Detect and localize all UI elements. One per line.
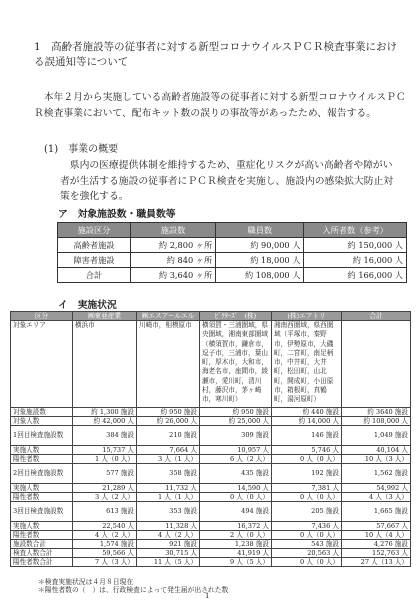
table-header-row [58, 223, 407, 238]
header-cell: ㈱エスアールエル [137, 312, 200, 321]
table-cell: 約 166,000 人 [304, 268, 407, 283]
table-cell: 1,574 施設 [73, 540, 137, 549]
table-cell: 152,763 人 [342, 549, 411, 558]
table-cell: 約 90,000 人 [216, 238, 304, 253]
table-cell: 4,276 施設 [342, 540, 411, 549]
row-label: 検査人数合計 [11, 549, 73, 558]
table-cell: 約 25,000 人 [200, 417, 272, 426]
table-cell: 21,289 人 [73, 484, 137, 493]
table-cell: 0 人（0 人） [272, 558, 342, 567]
row-label: 障害者施設 [58, 253, 131, 268]
table-cell: 146 施設 [272, 426, 342, 446]
table-cell: 20,563 人 [272, 549, 342, 558]
table-cell: 約 1,300 施設 [73, 408, 137, 417]
facility-count-table [57, 222, 407, 283]
header-cell: ﾋﾞｸﾀｰｽﾞ (株) [200, 312, 272, 321]
table-a-heading: ア 対象施設数・職員数等 [58, 209, 176, 220]
table-cell: 0 人（0 人） [272, 531, 342, 540]
row-label: 合計 [58, 268, 131, 283]
table-cell: 309 施設 [200, 426, 272, 446]
note-line: ＊陽性者数の（ ）は、行政検査によって発生届が出された数 [38, 586, 229, 594]
row-label: 対象人数 [11, 417, 73, 426]
table-cell: 27 人（13 人） [342, 558, 411, 567]
table-cell: 約 3,640 ヶ所 [131, 268, 216, 283]
table-cell: 59,566 人 [73, 549, 137, 558]
table-cell: 15,737 人 [73, 446, 137, 455]
table-cell: 358 施設 [137, 464, 200, 484]
table-cell: 川崎市，相模原市 [137, 321, 200, 408]
table-row [11, 417, 411, 426]
table-row [58, 253, 407, 268]
table-row [11, 484, 411, 493]
row-label: 陽性者数 [11, 493, 73, 502]
header-cell: 職員数 [216, 223, 304, 238]
table-cell: 210 施設 [137, 426, 200, 446]
row-label: 陽性者数 [11, 531, 73, 540]
table-cell: 384 施設 [73, 426, 137, 446]
table-row [11, 455, 411, 464]
row-label: 高齢者施設 [58, 238, 131, 253]
table-cell: 2 人（0 人） [200, 531, 272, 540]
table-cell: 湘南西圏域，県西圏域（平塚市，秦野市，伊勢原市，大磯町，二宮町，南足柄市，中井町，大井町，松田町，山北町，開成町，小田原市，箱根町，真鶴町，湯河原町） [272, 321, 342, 408]
header-cell: 区分 [11, 312, 73, 321]
table-cell: 5,746 人 [272, 446, 342, 455]
header-cell: 入所者数（参考） [304, 223, 407, 238]
table-cell [342, 321, 411, 408]
table-cell: 約 14,000 人 [272, 417, 342, 426]
table-row [11, 549, 411, 558]
table-row [58, 238, 407, 253]
target-area-row [11, 321, 411, 408]
table-cell: 約 108,000 人 [216, 268, 304, 283]
table-cell: 435 施設 [200, 464, 272, 484]
table-cell: 11 人（5 人） [137, 558, 200, 567]
table-cell: 30,715 人 [137, 549, 200, 558]
header-cell: 合計 [342, 312, 411, 321]
table-cell: 3 人（1 人） [137, 455, 200, 464]
header-cell: ㈱東亜産業 [73, 312, 137, 321]
row-label: 陽性者数合計 [11, 558, 73, 567]
table-row [11, 446, 411, 455]
table-cell: 1,238 施設 [200, 540, 272, 549]
header-cell: 施設数 [131, 223, 216, 238]
table-cell: 約 3640 施設 [342, 408, 411, 417]
table-cell: 613 施設 [73, 502, 137, 522]
row-label: 実施人数 [11, 446, 73, 455]
table-cell: 16,372 人 [200, 522, 272, 531]
document-title: 1 高齢者施設等の従事者に対する新型コロナウイルスＰＣＲ検査事業における誤通知等について [34, 41, 398, 68]
table-cell: 11,732 人 [137, 484, 200, 493]
table-row [11, 426, 411, 446]
section-heading: (1) 事業の概要 [44, 144, 119, 155]
table-cell: 約 108,000 人 [342, 417, 411, 426]
table-cell: 0 人（0 人） [272, 455, 342, 464]
table-cell: 205 施設 [272, 502, 342, 522]
table-cell: 4 人（2 人） [137, 531, 200, 540]
table-cell: 7 人（3 人） [73, 558, 137, 567]
implementation-status-table [10, 311, 411, 567]
table-cell: 約 950 施設 [200, 408, 272, 417]
table-cell: 4 人（2 人） [73, 531, 137, 540]
note-line: ＊検査実施状況は４月８日現在 [38, 578, 134, 586]
intro-paragraph: 本年２月から実施している高齢者施設等の従事者に対する新型コロナウイルスＰＣＲ検査事業において、配布キット数の誤りの事故等があったため、報告する。 [34, 92, 406, 119]
table-header-row [11, 312, 411, 321]
table-cell: 577 施設 [73, 464, 137, 484]
table-cell: 494 施設 [200, 502, 272, 522]
row-label: 対象施設数 [11, 408, 73, 417]
table-cell: 14,590 人 [200, 484, 272, 493]
table-cell: 約 150,000 人 [304, 238, 407, 253]
table-cell: 約 16,000 人 [304, 253, 407, 268]
table-row [11, 540, 411, 549]
table-cell: 3 人（2 人） [73, 493, 137, 502]
table-cell: 11,328 人 [137, 522, 200, 531]
table-cell: 1 人（1 人） [137, 493, 200, 502]
table-cell: 約 26,000 人 [137, 417, 200, 426]
table-cell: 353 施設 [137, 502, 200, 522]
table-cell: 横浜市 [73, 321, 137, 408]
table-row [11, 502, 411, 522]
table-cell: 192 施設 [272, 464, 342, 484]
table-row [11, 493, 411, 502]
table-cell: 7,381 人 [272, 484, 342, 493]
table-cell: 10,957 人 [200, 446, 272, 455]
section-body: 県内の医療提供体制を維持するため、重症化リスクが高い高齢者や障がい者が生活する施設の従事者にＰＣＲ検査を実施し、施設内の感染拡大防止対策を強化する。 [60, 160, 394, 202]
table-cell: 22,540 人 [73, 522, 137, 531]
table-cell: 54,992 人 [342, 484, 411, 493]
row-label: 2回目検査施設数 [11, 464, 73, 484]
table-cell: 921 施設 [137, 540, 200, 549]
row-label: 実施人数 [11, 522, 73, 531]
table-row [11, 464, 411, 484]
row-label: 1回目検査施設数 [11, 426, 73, 446]
table-cell: 7,664 人 [137, 446, 200, 455]
table-cell: 4 人（3 人） [342, 493, 411, 502]
page-number: 1 [205, 592, 210, 600]
table-cell: 57,667 人 [342, 522, 411, 531]
table-cell: 0 人（0 人） [272, 493, 342, 502]
table-cell: 1,049 施設 [342, 426, 411, 446]
table-row [58, 268, 407, 283]
row-label: 陽性者数 [11, 455, 73, 464]
table-cell: 10 人（3 人） [342, 455, 411, 464]
row-label: 3回目検査施設数 [11, 502, 73, 522]
table-cell: 約 18,000 人 [216, 253, 304, 268]
table-cell: 1,562 施設 [342, 464, 411, 484]
table-cell: 0 人（0 人） [200, 493, 272, 502]
table-cell: 10 人（4 人） [342, 531, 411, 540]
table-notes [38, 578, 228, 594]
table-cell: 41,919 人 [200, 549, 272, 558]
table-cell: 約 440 施設 [272, 408, 342, 417]
table-cell: 約 950 施設 [137, 408, 200, 417]
table-cell: 9 人（5 人） [200, 558, 272, 567]
table-cell: 1 人（0 人） [73, 455, 137, 464]
header-cell: (株)エアトリ [272, 312, 342, 321]
table-row [11, 522, 411, 531]
row-label: 対象エリア [11, 321, 73, 408]
table-cell: 6 人（2 人） [200, 455, 272, 464]
row-label: 実施人数 [11, 484, 73, 493]
table-cell: 543 施設 [272, 540, 342, 549]
table-cell: 横須賀・三浦圏域，県央圏域，湘南東部圏域（横須賀市，鎌倉市，逗子市，三浦市，葉山町，厚木市，大和市，海老名市，座間市，綾瀬市，愛川町，清川村，藤沢市，茅ヶ崎市，寒川町） [200, 321, 272, 408]
table-cell: 1,665 施設 [342, 502, 411, 522]
table-cell: 約 2,800 ヶ所 [131, 238, 216, 253]
row-label: 施設数合計 [11, 540, 73, 549]
table-cell: 約 840 ヶ所 [131, 253, 216, 268]
table-cell: 40,104 人 [342, 446, 411, 455]
table-row [11, 531, 411, 540]
header-cell: 施設区分 [58, 223, 131, 238]
table-row [11, 558, 411, 567]
table-b-heading: イ 実施状況 [58, 300, 117, 311]
table-cell: 約 42,000 人 [73, 417, 137, 426]
table-cell: 7,436 人 [272, 522, 342, 531]
table-row [11, 408, 411, 417]
